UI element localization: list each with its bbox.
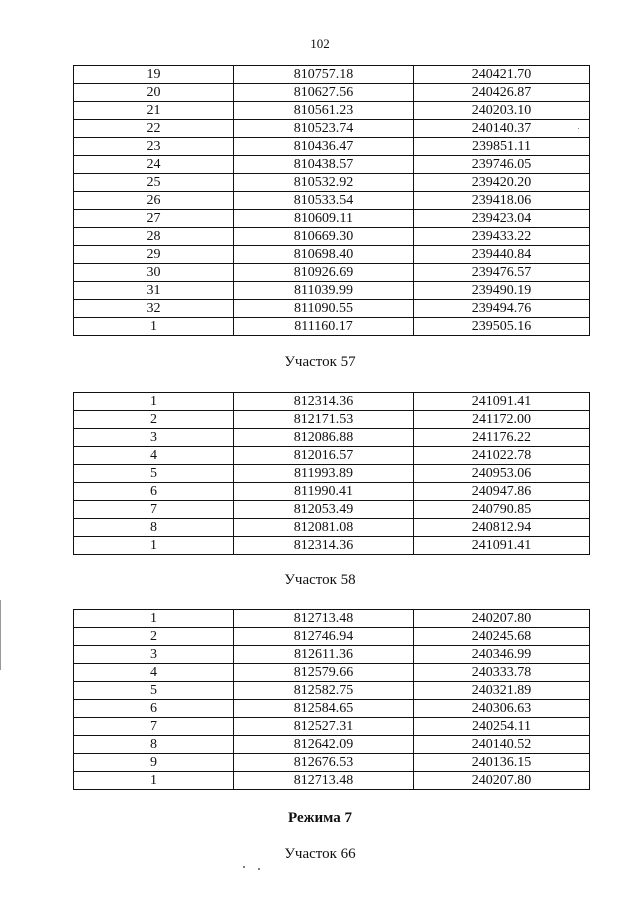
point-number-cell: 27 (74, 210, 234, 228)
point-number-cell: 3 (74, 429, 234, 447)
coordinates-table-1 (73, 65, 590, 336)
table-row (74, 393, 590, 411)
y-coordinate-cell: 240421.70 (414, 66, 590, 84)
x-coordinate-cell: 810533.54 (234, 192, 414, 210)
y-coordinate-cell: 240321.89 (414, 682, 590, 700)
point-number-cell: 4 (74, 447, 234, 465)
point-number-cell: 1 (74, 772, 234, 790)
table-row (74, 411, 590, 429)
x-coordinate-cell: 810669.30 (234, 228, 414, 246)
table-row (74, 537, 590, 555)
y-coordinate-cell: 239440.84 (414, 246, 590, 264)
point-number-cell: 25 (74, 174, 234, 192)
x-coordinate-cell: 812582.75 (234, 682, 414, 700)
page-number: 102 (310, 36, 330, 51)
x-coordinate-cell: 812579.66 (234, 664, 414, 682)
x-coordinate-cell: 812746.94 (234, 628, 414, 646)
point-number-cell: 22 (74, 120, 234, 138)
x-coordinate-cell: 812086.88 (234, 429, 414, 447)
table-row (74, 192, 590, 210)
point-number-cell: 1 (74, 318, 234, 336)
point-number-cell: 7 (74, 718, 234, 736)
y-coordinate-cell: 239418.06 (414, 192, 590, 210)
x-coordinate-cell: 812314.36 (234, 393, 414, 411)
table-row (74, 300, 590, 318)
point-number-cell: 8 (74, 519, 234, 537)
table-row (74, 138, 590, 156)
scan-speck (578, 128, 579, 129)
table-row (74, 501, 590, 519)
x-coordinate-cell: 810438.57 (234, 156, 414, 174)
point-number-cell: 21 (74, 102, 234, 120)
y-coordinate-cell: 241176.22 (414, 429, 590, 447)
point-number-cell: 2 (74, 628, 234, 646)
table-row (74, 120, 590, 138)
y-coordinate-cell: 240812.94 (414, 519, 590, 537)
point-number-cell: 26 (74, 192, 234, 210)
y-coordinate-cell: 240254.11 (414, 718, 590, 736)
scan-speck (258, 868, 260, 870)
table-row (74, 318, 590, 336)
point-number-cell: 1 (74, 610, 234, 628)
x-coordinate-cell: 810436.47 (234, 138, 414, 156)
table-row (74, 628, 590, 646)
coordinates-table-2 (73, 392, 590, 555)
x-coordinate-cell: 810561.23 (234, 102, 414, 120)
point-number-cell: 4 (74, 664, 234, 682)
table-row (74, 736, 590, 754)
x-coordinate-cell: 810532.92 (234, 174, 414, 192)
point-number-cell: 6 (74, 483, 234, 501)
y-coordinate-cell: 240426.87 (414, 84, 590, 102)
table-row (74, 84, 590, 102)
point-number-cell: 8 (74, 736, 234, 754)
point-number-cell: 2 (74, 411, 234, 429)
x-coordinate-cell: 812171.53 (234, 411, 414, 429)
y-coordinate-cell: 239746.05 (414, 156, 590, 174)
point-number-cell: 24 (74, 156, 234, 174)
x-coordinate-cell: 810609.11 (234, 210, 414, 228)
x-coordinate-cell: 811160.17 (234, 318, 414, 336)
y-coordinate-cell: 240136.15 (414, 754, 590, 772)
y-coordinate-cell: 240140.37 (414, 120, 590, 138)
x-coordinate-cell: 812016.57 (234, 447, 414, 465)
y-coordinate-cell: 240207.80 (414, 610, 590, 628)
y-coordinate-cell: 239420.20 (414, 174, 590, 192)
point-number-cell: 1 (74, 393, 234, 411)
table-row (74, 447, 590, 465)
x-coordinate-cell: 811993.89 (234, 465, 414, 483)
table-row (74, 210, 590, 228)
table-row (74, 700, 590, 718)
y-coordinate-cell: 239476.57 (414, 264, 590, 282)
point-number-cell: 7 (74, 501, 234, 519)
regime-heading: Режима 7 (287, 810, 352, 826)
x-coordinate-cell: 812584.65 (234, 700, 414, 718)
table-row (74, 754, 590, 772)
section-heading-58: Участок 58 (284, 572, 356, 588)
table-row (74, 156, 590, 174)
point-number-cell: 28 (74, 228, 234, 246)
x-coordinate-cell: 812314.36 (234, 537, 414, 555)
table-row (74, 718, 590, 736)
x-coordinate-cell: 811990.41 (234, 483, 414, 501)
y-coordinate-cell: 241172.00 (414, 411, 590, 429)
point-number-cell: 5 (74, 682, 234, 700)
point-number-cell: 29 (74, 246, 234, 264)
point-number-cell: 6 (74, 700, 234, 718)
x-coordinate-cell: 812713.48 (234, 610, 414, 628)
x-coordinate-cell: 812642.09 (234, 736, 414, 754)
y-coordinate-cell: 239433.22 (414, 228, 590, 246)
y-coordinate-cell: 241022.78 (414, 447, 590, 465)
table-row (74, 483, 590, 501)
y-coordinate-cell: 241091.41 (414, 393, 590, 411)
y-coordinate-cell: 239851.11 (414, 138, 590, 156)
x-coordinate-cell: 810757.18 (234, 66, 414, 84)
table-row (74, 429, 590, 447)
y-coordinate-cell: 239423.04 (414, 210, 590, 228)
table-row (74, 228, 590, 246)
y-coordinate-cell: 239490.19 (414, 282, 590, 300)
table-row (74, 264, 590, 282)
x-coordinate-cell: 812713.48 (234, 772, 414, 790)
scan-speck (243, 866, 245, 868)
x-coordinate-cell: 811039.99 (234, 282, 414, 300)
y-coordinate-cell: 240203.10 (414, 102, 590, 120)
x-coordinate-cell: 812053.49 (234, 501, 414, 519)
x-coordinate-cell: 810523.74 (234, 120, 414, 138)
point-number-cell: 1 (74, 537, 234, 555)
point-number-cell: 3 (74, 646, 234, 664)
section-heading-57: Участок 57 (284, 354, 356, 370)
x-coordinate-cell: 812611.36 (234, 646, 414, 664)
point-number-cell: 32 (74, 300, 234, 318)
x-coordinate-cell: 810627.56 (234, 84, 414, 102)
point-number-cell: 23 (74, 138, 234, 156)
table-row (74, 174, 590, 192)
y-coordinate-cell: 239494.76 (414, 300, 590, 318)
table-row (74, 772, 590, 790)
table-row (74, 610, 590, 628)
y-coordinate-cell: 240140.52 (414, 736, 590, 754)
table-row (74, 66, 590, 84)
y-coordinate-cell: 240947.86 (414, 483, 590, 501)
x-coordinate-cell: 811090.55 (234, 300, 414, 318)
coordinates-table-3 (73, 609, 590, 790)
table-row (74, 519, 590, 537)
y-coordinate-cell: 240790.85 (414, 501, 590, 519)
table-row (74, 682, 590, 700)
y-coordinate-cell: 240306.63 (414, 700, 590, 718)
table-row (74, 246, 590, 264)
point-number-cell: 30 (74, 264, 234, 282)
table-row (74, 646, 590, 664)
x-coordinate-cell: 810698.40 (234, 246, 414, 264)
table-row (74, 282, 590, 300)
scan-edge-mark (0, 600, 1, 670)
y-coordinate-cell: 241091.41 (414, 537, 590, 555)
point-number-cell: 5 (74, 465, 234, 483)
y-coordinate-cell: 240953.06 (414, 465, 590, 483)
y-coordinate-cell: 239505.16 (414, 318, 590, 336)
point-number-cell: 9 (74, 754, 234, 772)
point-number-cell: 20 (74, 84, 234, 102)
point-number-cell: 19 (74, 66, 234, 84)
x-coordinate-cell: 812676.53 (234, 754, 414, 772)
point-number-cell: 31 (74, 282, 234, 300)
x-coordinate-cell: 812527.31 (234, 718, 414, 736)
table-row (74, 102, 590, 120)
y-coordinate-cell: 240245.68 (414, 628, 590, 646)
x-coordinate-cell: 810926.69 (234, 264, 414, 282)
table-row (74, 465, 590, 483)
y-coordinate-cell: 240346.99 (414, 646, 590, 664)
table-row (74, 664, 590, 682)
y-coordinate-cell: 240333.78 (414, 664, 590, 682)
y-coordinate-cell: 240207.80 (414, 772, 590, 790)
x-coordinate-cell: 812081.08 (234, 519, 414, 537)
section-heading-66: Участок 66 (284, 846, 356, 862)
